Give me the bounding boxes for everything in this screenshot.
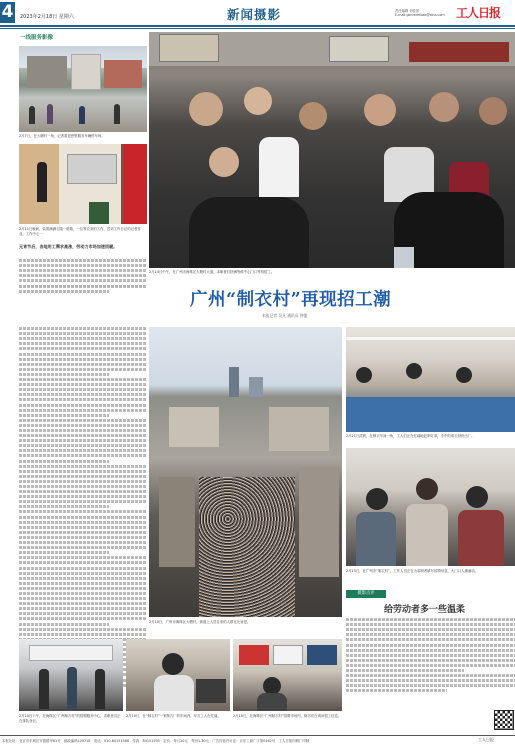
sidebar-tag-label: 摄影点评 [357, 591, 375, 596]
left-intro-filler [19, 257, 147, 295]
sewing-workshop-image [346, 327, 515, 432]
sidebar-body [346, 616, 515, 695]
city-caption: 2月10日，广州市海珠区大塘村，街道上人员往来的人群比比皆是。 [149, 620, 251, 624]
top-photo-caption: 2月14日中午，在广州市海珠区大塘村大道，求职者们挤满等候中心门口等待招工。 [149, 270, 275, 274]
recruitment-desk-image [346, 448, 515, 566]
factory-caption-1: 2月21日清晨，在制衣车间一角，工人们正在忙碌地赶制订单，手中的成衣纷纷出厂。 [346, 434, 475, 438]
aerial-crowd-image [149, 327, 342, 617]
brand-logo: 工人日报 [456, 6, 501, 20]
registration-line-image [19, 639, 123, 711]
market-inquiry-image [233, 639, 342, 711]
photo-left-2 [19, 144, 147, 224]
sewing-worker-image [126, 639, 230, 711]
sidebar-title: 给劳动者多一些温柔 [384, 605, 466, 615]
photo-bottom-2 [126, 639, 230, 711]
feature-byline: 本报记者 吴凡 通讯员 钟俊 [262, 313, 308, 318]
photo-bottom-3 [233, 639, 342, 711]
left-tag: 一线服务影像 [20, 35, 54, 41]
crowd-image [149, 32, 515, 268]
street-scene-image [19, 46, 147, 132]
footer-text: 本报社址：北京市东城区安德路甲61号 邮政编码100718 电话：010-84151588 传真：84151595 定价：每月20元 每份1.30元 广告经营许可证：京东工商广字第0162号 工人日报印刷厂印制 [2, 739, 310, 743]
left-caption-2: 2月11日晚间，装着满满衣服一箱箱，一位等农务的工作，送到工作日记的记者作业。工作中心一 [19, 227, 141, 236]
editor-email: E-mail:gonrenribao@sina.com [395, 13, 445, 18]
photo-left-1 [19, 46, 147, 132]
header-rule-thin [0, 28, 515, 29]
bottom-caption-3: 2月15日，在海珠区“广州制衣村”招聘市场内，街坊们在询问招工信息。 [233, 714, 342, 718]
feature-headline: 广州“制衣村”再现招工潮 [190, 290, 392, 310]
photo-top-crowd [149, 32, 515, 268]
footer-rule [0, 735, 515, 736]
footer-brand: 工人日报 [478, 737, 494, 742]
sidebar-tag [346, 590, 386, 598]
qr-code-icon [494, 710, 514, 730]
header-rule [0, 25, 515, 27]
photo-factory-1 [346, 327, 515, 432]
photo-city-aerial [149, 327, 342, 617]
editor-name: 责任编辑 刘佳萍 [395, 9, 420, 13]
bottom-caption-1: 2月10日下午，在海珠区“广州制衣村”的招聘服务中心，求职者们正在排队登记。 [19, 714, 121, 723]
photo-factory-2 [346, 448, 515, 566]
issue-date: 2023年2月18日 星期六 [20, 14, 74, 20]
shop-front-image [19, 144, 147, 224]
page-number: 4 [1, 2, 14, 22]
factory-caption-2: 2月15日，在广州市“制衣村”，工作人员正在为求职者填写招聘信息，大门口人潮涌动。 [346, 569, 479, 573]
bottom-caption-2: 2月10日，在“制衣村”一家制衣厂的车间内，车衣工人在忙碌。 [126, 714, 221, 718]
page-number-box [0, 2, 15, 23]
section-title: 新闻摄影 [227, 7, 282, 22]
left-caption-1: 2月7日，在大塘村一角，记者看见密集服务车辆停车场。 [19, 134, 105, 138]
editor-info [395, 9, 445, 18]
photo-bottom-1 [19, 639, 123, 711]
left-intro: 元宵节后，各地用工需求高涨，劳动力市场加速回暖。 [19, 244, 118, 249]
